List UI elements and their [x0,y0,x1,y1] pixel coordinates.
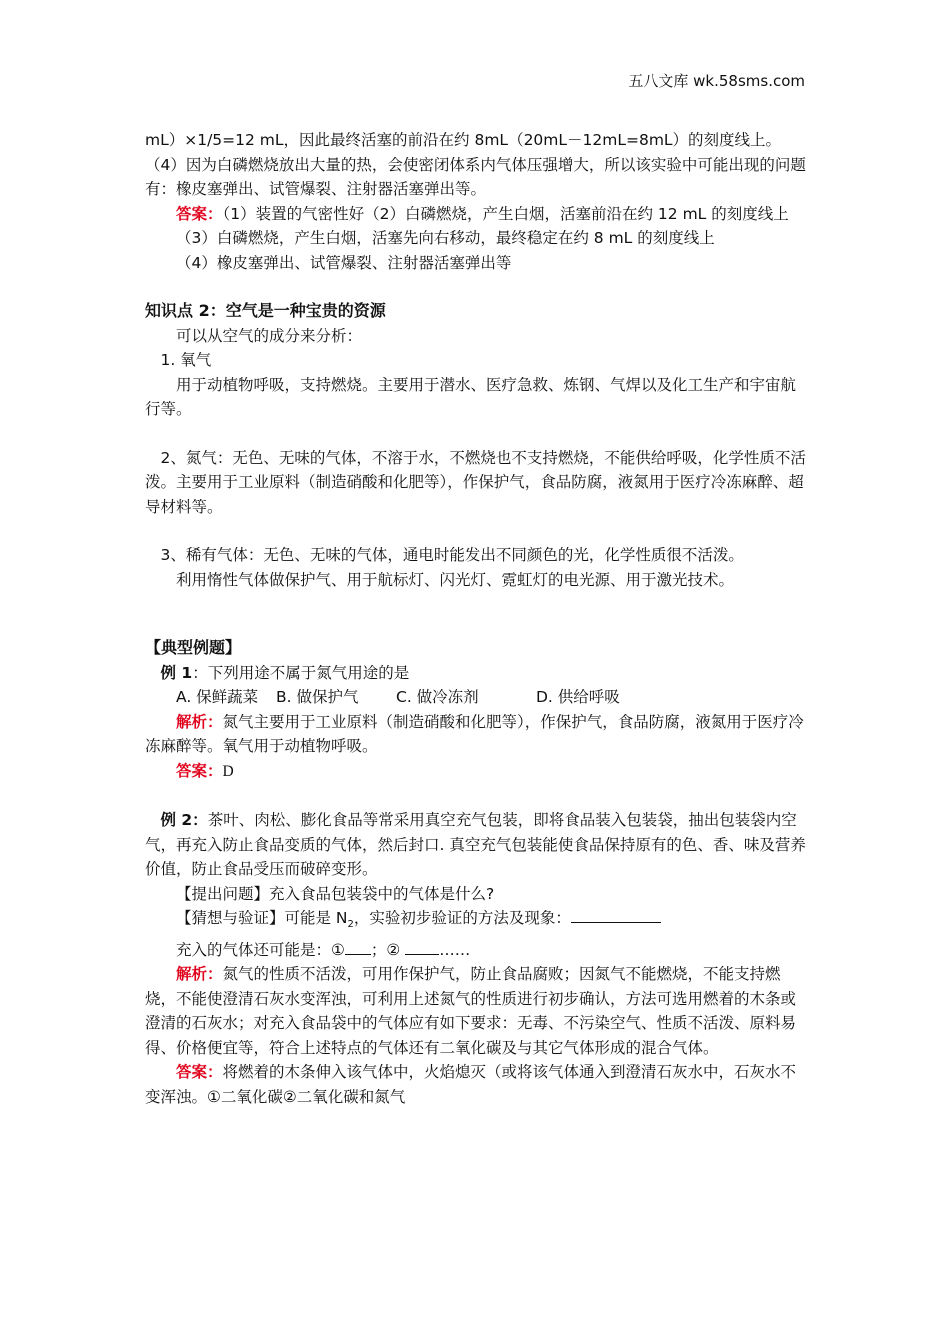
answer-paragraph [145,202,809,227]
example-2-question-2: 【猜想与验证】可能是 $N_2$，实验初步验证的方法及现象： [145,906,809,938]
answer-blank [345,940,371,955]
option-b: B. 做保护气 [276,688,359,706]
option-c: C. 做冷冻剂 [396,688,479,706]
example-1-options [145,685,809,710]
option-a: A. 保鲜蔬菜 [176,688,259,706]
example-1-label: 例 1 [160,663,193,682]
noble-gas-text: 3、稀有气体：无色、无味的气体，通电时能发出不同颜色的光，化学性质很不活泼。 [160,546,744,564]
example-2-answer: 答案：将燃着的木条伸入该气体中，火焰熄灭（或将该气体通入到澄清石灰水中，石灰水不变浑浊。①二氧化碳②二氧化碳和氮气 [145,1063,797,1106]
answer-label: 答案： [176,1063,223,1082]
answer-blank [405,940,439,955]
answer-4: （4）橡皮塞弹出、试管爆裂、注射器活塞弹出等 [176,253,512,272]
noble-gas-use: 利用惰性气体做保护气、用于航标灯、闪光灯、霓虹灯的电光源、用于激光技术。 [176,570,735,589]
analysis-label: 解析： [176,712,223,731]
problem-4-text: （4）因为白磷燃烧放出大量的热，会使密闭体系内气体压强增大，所以该实验中可能出现的问题有：橡皮塞弹出、试管爆裂、注射器活塞弹出等。 [145,155,806,198]
oxygen-title: 1. 氧气 [160,351,212,369]
example-2-analysis: 解析：氮气的性质不活泼，可用作保护气，防止食品腐败；因氮气不能燃烧，不能支持燃烧，不能使澄清石灰水变浑浊，可利用上述氮气的性质进行初步确认，方法可选用燃着的木条或澄清的石灰水；对充入食品袋中的气体应有如下要求：无毒、不污染空气、性质不活泼、原料易得、价格便宜等，符合上述特点的气体还有二氧化碳及与其它气体形成的混合气体。 [145,965,797,1057]
example-2-text: 例 2：茶叶、肉松、膨化食品等常采用真空充气包装，即将食品装入包装袋，抽出包装袋内空气，再充入防止食品变质的气体，然后封口. 真空充气包装能使食品保持原有的色、香、味及营养价值，防止食品受压而破碎变形。 [145,811,806,878]
answer-blank [571,908,661,923]
answer-3: （3）白磷燃烧，产生白烟，活塞先向右移动，最终稳定在约 8 mL 的刻度线上 [176,229,715,247]
option-d: D. 供给呼吸 [536,688,620,706]
example-2-label: 例 2： [160,811,208,829]
examples-title: 【典型例题】 [145,638,242,657]
example-2-question-1: 【提出问题】充入食品包装袋中的气体是什么? [176,884,495,903]
document-body [145,128,809,1109]
oxygen-text: 用于动植物呼吸，支持燃烧。主要用于潜水、医疗急救、炼钢、气焊以及化工生产和宇宙航行等。 [145,375,797,418]
knowledge-intro: 可以从空气的成分来分析： [176,326,363,345]
calc-line: mL）×1/5=12 mL，因此最终活塞的前沿在约 8mL（20mL－12mL=8mL）的刻度线上。 [145,131,782,149]
nitrogen-text: 2、氮气：无色、无味的气体，不溶于水，不燃烧也不支持燃烧，不能供给呼吸，化学性质不活泼。主要用于工业原料（制造硝酸和化肥等），作保护气，食品防腐，液氮用于医疗冷冻麻醉、超导材料等。 [145,448,806,516]
answer-label: 答案： [176,761,223,780]
answer-1-2: （1）装置的气密性好（2）白磷燃烧，产生白烟，活塞前沿在约 12 mL 的刻度线上 [222,204,789,223]
example-2-question-3: 充入的气体还可能是：① ；② …… [176,940,471,959]
answer-label: 答案： [176,204,223,223]
example-1-question: 例 1：下列用途不属于氮气用途的是 [160,663,410,682]
page-header: 五八文库 wk.58sms.com [628,72,805,90]
example-1-answer: 答案：D [176,761,234,780]
analysis-label: 解析： [176,965,223,984]
knowledge-point-2-title: 知识点 2：空气是一种宝贵的资源 [145,301,386,320]
example-1-analysis: 解析：氮气主要用于工业原料（制造硝酸和化肥等），作保护气，食品防腐，液氮用于医疗冷冻麻醉等。氧气用于动植物呼吸。 [145,712,804,755]
